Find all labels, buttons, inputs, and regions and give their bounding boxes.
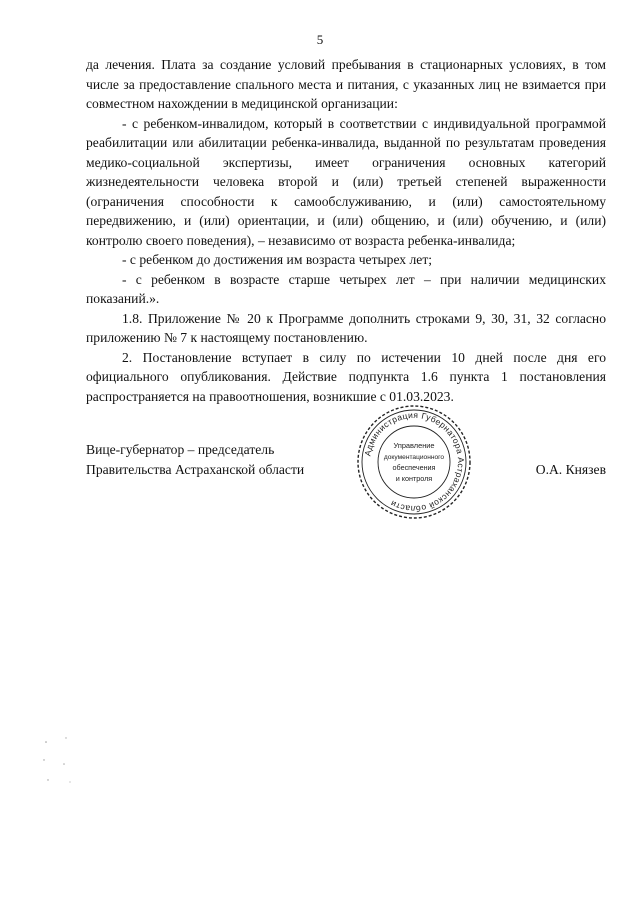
stamp-center-line: Управление <box>393 441 435 450</box>
page-number: 5 <box>316 32 324 47</box>
stamp-center-line: и контроля <box>395 474 433 483</box>
paragraph: - с ребенком в возрасте старше четырех лет – при наличии медицинских показаний.». <box>86 271 606 306</box>
paragraph: 2. Постановление вступает в силу по истечении 10 дней после дня его официального опубликования. Действие подпункта 1.6 пункта 1 постановления распространяется на правоотношения, возникшие с 01.03.2023. <box>86 349 606 404</box>
paragraph: - с ребенком до достижения им возраста четырех лет; <box>122 252 433 267</box>
signatory-name: О.А. Князев <box>535 462 606 477</box>
stamp-ring-text: Администрация Губернатора Астраханской области <box>362 409 467 515</box>
signatory-title-line: Правительства Астраханской области <box>86 461 305 477</box>
signature-block <box>86 409 606 528</box>
signatory-title-line: Вице-губернатор – председатель <box>86 442 275 457</box>
document-body <box>86 55 606 406</box>
paragraph: да лечения. Плата за создание условий пребывания в стационарных условиях, в том числе за предоставление спального места и питания, с указанных лиц не взимается при совместном нахождении в медицинской организации: <box>86 57 606 111</box>
official-stamp <box>354 402 474 522</box>
signatory-title <box>86 440 304 479</box>
paragraph: - с ребенком-инвалидом, который в соответствии с индивидуальной программой реабилитации или абилитации ребенка-инвалида, выданной по результатам проведения медико-социальной экспертизы, имеет ограничения основных категорий жизнедеятельности человека второй и (или) третьей степеней выраженности (ограничения способности к самообслуживанию, и (или) самостоятельному передвижению, и (или) ориентации, и (или) общению, и (или) обучению, и (или) контролю своего поведения), – независимо от возраста ребенка-инвалида; <box>86 115 606 248</box>
scan-artifact-dots <box>36 730 96 790</box>
stamp-center-line: документационного <box>383 454 445 461</box>
paragraph: 1.8. Приложение № 20 к Программе дополнить строками 9, 30, 31, 32 согласно приложению № 7 к настоящему постановлению. <box>86 310 606 345</box>
stamp-center-line: обеспечения <box>392 463 436 472</box>
